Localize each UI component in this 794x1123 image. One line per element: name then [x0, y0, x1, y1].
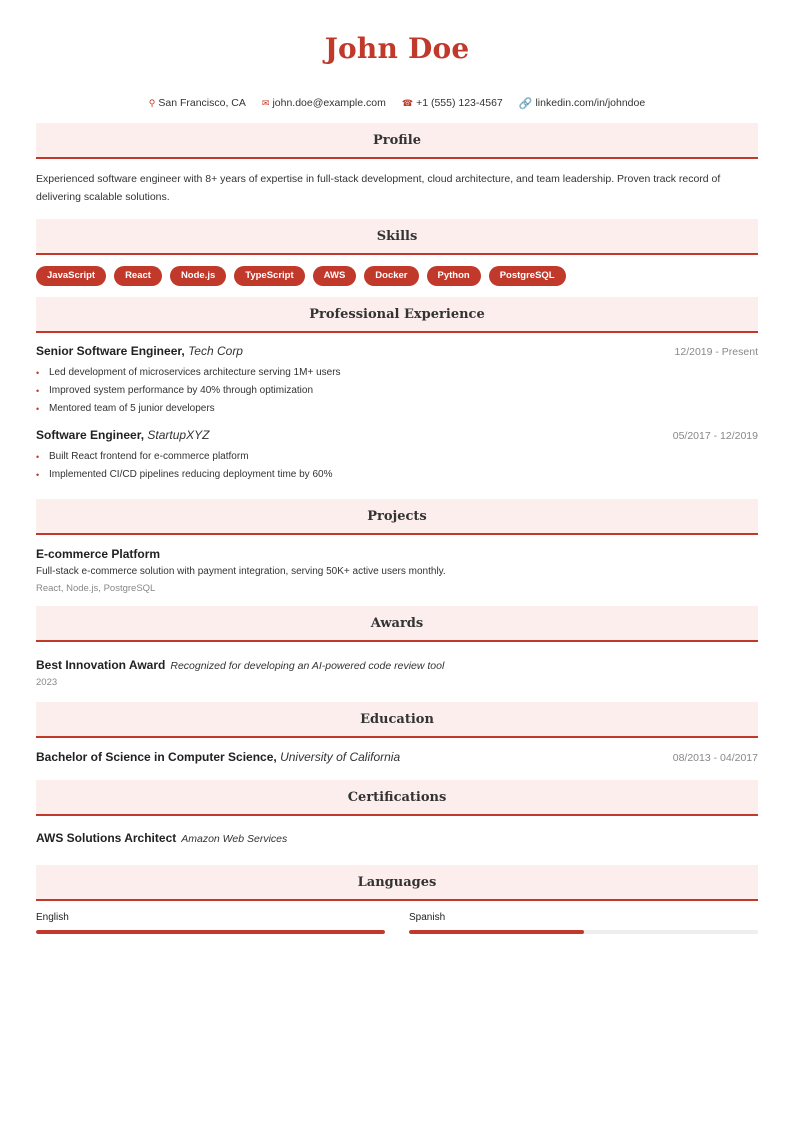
job-bullet: • Led development of microservices architecture serving 1M+ users: [36, 364, 758, 382]
section-header-awards: Awards: [36, 606, 758, 642]
job-header: [36, 428, 758, 444]
language-name: English: [36, 912, 69, 923]
skill-badge: JavaScript: [36, 266, 106, 286]
job-company: Tech Corp: [188, 344, 243, 358]
certification-entry: [36, 831, 758, 847]
award-entry: [36, 658, 758, 674]
language-item: [36, 912, 385, 934]
job-bullet: • Implemented CI/CD pipelines reducing deployment time by 60%: [36, 466, 758, 484]
skill-badge: PostgreSQL: [489, 266, 566, 286]
language-item: [409, 912, 758, 934]
mail-icon: ✉: [261, 97, 270, 108]
job-dates: 12/2019 - Present: [674, 346, 758, 358]
skill-badge: AWS: [313, 266, 357, 286]
contact-bar: [36, 96, 758, 110]
certification-issuer: Amazon Web Services: [181, 833, 288, 845]
languages-list: [36, 912, 758, 934]
skill-badge: React: [114, 266, 162, 286]
profile-summary: Experienced software engineer with 8+ years of expertise in full-stack development, cloud architecture, and team leadership. Proven track record of delivering scalable solutions.: [36, 173, 721, 203]
section-header-certifications: Certifications: [36, 780, 758, 816]
education-school: University of California: [280, 750, 401, 764]
section-header-languages: Languages: [36, 865, 758, 901]
education-degree: [36, 750, 400, 764]
skill-badge: Docker: [364, 266, 418, 286]
contact-location: [149, 97, 246, 109]
job-title-text: Senior Software Engineer,: [36, 344, 185, 358]
language-level-fill: [409, 930, 584, 934]
project-title: E-commerce Platform: [36, 547, 161, 561]
job-title: [36, 428, 209, 442]
skills-list: [36, 266, 758, 286]
contact-linkedin[interactable]: [519, 97, 645, 110]
resume-page: [36, 0, 758, 934]
job-bullet: • Improved system performance by 40% through optimization: [36, 382, 758, 400]
project-tech: React, Node.js, PostgreSQL: [36, 583, 156, 594]
resume-name: John Doe: [324, 32, 470, 65]
education-entry: [36, 750, 758, 766]
linkedin-text[interactable]: linkedin.com/in/johndoe: [535, 97, 646, 109]
language-level-bar: [36, 930, 385, 934]
link-icon: 🔗: [518, 97, 533, 110]
job-entry: [36, 344, 758, 418]
language-level-fill: [36, 930, 385, 934]
contact-phone[interactable]: [402, 97, 503, 109]
section-header-projects: Projects: [36, 499, 758, 535]
job-title-text: Software Engineer,: [36, 428, 145, 442]
job-title: [36, 344, 243, 358]
section-header-education: Education: [36, 702, 758, 738]
phone-icon: ☎: [401, 97, 414, 108]
skill-badge: Python: [427, 266, 481, 286]
location-text: San Francisco, CA: [158, 97, 246, 109]
job-bullet: • Mentored team of 5 junior developers: [36, 400, 758, 418]
job-bullets: [36, 364, 758, 418]
language-level-bar: [409, 930, 758, 934]
skill-badge: Node.js: [170, 266, 226, 286]
job-entry: [36, 428, 758, 484]
job-header: [36, 344, 758, 360]
certification-name: AWS Solutions Architect: [36, 831, 177, 845]
job-bullets: [36, 448, 758, 484]
job-dates: 05/2017 - 12/2019: [672, 430, 758, 442]
job-bullet: • Built React frontend for e-commerce platform: [36, 448, 758, 466]
section-header-experience: Professional Experience: [36, 297, 758, 333]
email-text[interactable]: john.doe@example.com: [272, 97, 386, 109]
map-pin-icon: ⚲: [148, 97, 156, 108]
award-year: 2023: [36, 677, 58, 688]
project-description: Full-stack e-commerce solution with payment integration, serving 50K+ active users monthly.: [36, 566, 446, 577]
job-company: StartupXYZ: [147, 428, 210, 442]
award-description: Recognized for developing an AI-powered code review tool: [170, 660, 445, 672]
phone-text[interactable]: +1 (555) 123-4567: [416, 97, 503, 109]
contact-email[interactable]: [262, 97, 386, 109]
degree-text: Bachelor of Science in Computer Science,: [36, 750, 277, 764]
section-header-skills: Skills: [36, 219, 758, 255]
language-name: Spanish: [409, 912, 446, 923]
skill-badge: TypeScript: [234, 266, 304, 286]
section-header-profile: Profile: [36, 123, 758, 159]
award-title: Best Innovation Award: [36, 658, 166, 672]
education-dates: 08/2013 - 04/2017: [672, 752, 758, 764]
